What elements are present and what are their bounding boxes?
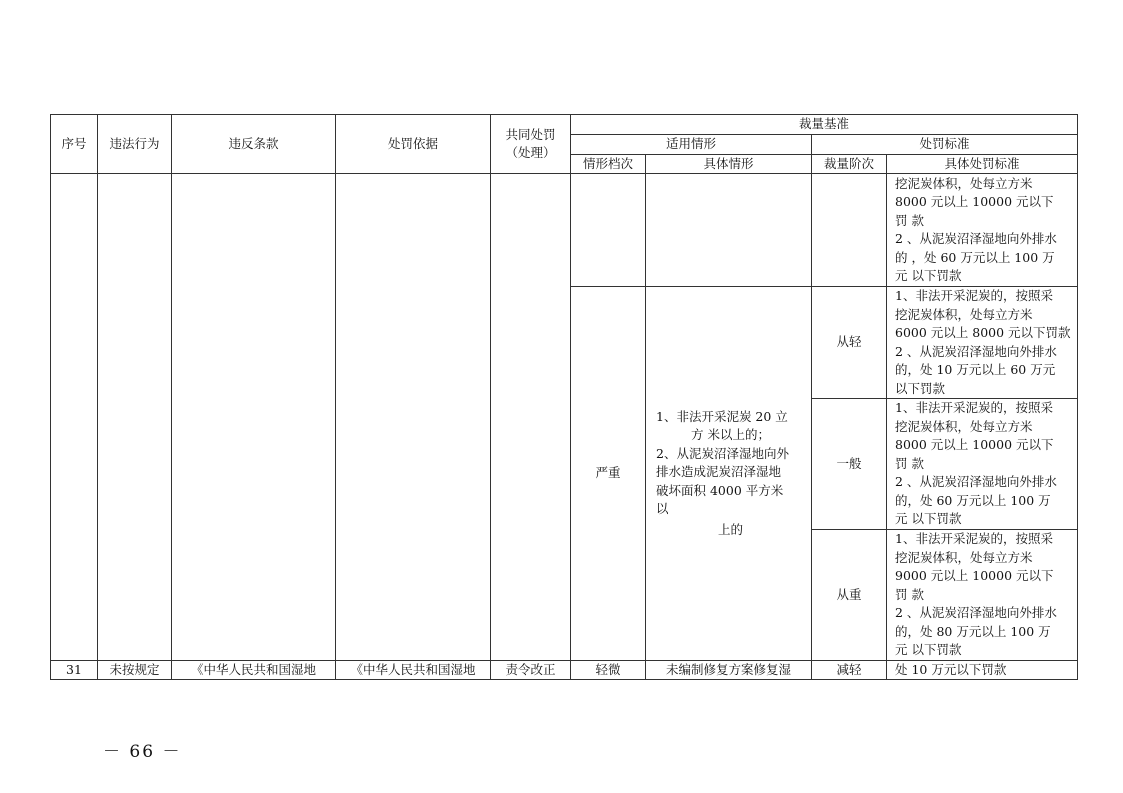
cell-no-31: 31 bbox=[51, 660, 98, 680]
cell-act-empty bbox=[98, 174, 172, 661]
header-clause: 违反条款 bbox=[172, 115, 336, 174]
table-row-31 bbox=[51, 660, 1078, 680]
header-act: 违法行为 bbox=[98, 115, 172, 174]
page-number: － 66 － bbox=[103, 742, 182, 762]
situation-line-2: 方 米以上的； bbox=[691, 427, 770, 442]
cell-stage-31: 减轻 bbox=[812, 660, 887, 680]
cell-standard-heavy: 1、非法开采泥炭的，按照采 挖泥炭体积，处每立方米 9000 元以上 10000 元以下 罚 款 2 、从泥炭沼泽湿地向外排水 的，处 80 万元以上 100 万 元 以下罚款 bbox=[887, 530, 1078, 661]
cell-joint-31: 责令改正 bbox=[491, 660, 571, 680]
header-joint bbox=[491, 115, 571, 174]
cell-act-31: 未按规定 bbox=[98, 660, 172, 680]
header-standard: 处罚标准 bbox=[812, 135, 1078, 155]
situation-line-3: 2、从泥炭沼泽湿地向外 bbox=[656, 445, 789, 461]
header-basis: 处罚依据 bbox=[336, 115, 491, 174]
cell-joint-empty bbox=[491, 174, 571, 661]
cell-basis-31: 《中华人民共和国湿地 bbox=[336, 660, 491, 680]
cell-basis-empty bbox=[336, 174, 491, 661]
situation-line-7: 上的 bbox=[717, 521, 743, 537]
cell-situation-31: 未编制修复方案修复湿 bbox=[646, 660, 812, 680]
cell-level-serious: 严重 bbox=[571, 287, 646, 661]
header-applicable: 适用情形 bbox=[571, 135, 812, 155]
cell-situation-empty bbox=[646, 174, 812, 287]
cell-standard-continued: 挖泥炭体积，处每立方米 8000 元以上 10000 元以下 罚 款 2 、从泥炭沼泽湿地向外排水 的 ，处 60 万元以上 100 万 元 以下罚款 bbox=[887, 174, 1078, 287]
cell-standard-light: 1、非法开采泥炭的，按照采 挖泥炭体积，处每立方米 6000 元以上 8000 元以下罚款 2 、从泥炭沼泽湿地向外排水 的，处 10 万元以上 60 万元 以下罚款 bbox=[887, 287, 1078, 399]
cell-stage-empty bbox=[812, 174, 887, 287]
table-row-continued bbox=[51, 174, 1078, 287]
cell-standard-31: 处 10 万元以下罚款 bbox=[887, 660, 1078, 680]
cell-level-31: 轻微 bbox=[571, 660, 646, 680]
header-discretion: 裁量基准 bbox=[571, 115, 1078, 135]
header-joint-line2: （处理） bbox=[505, 145, 556, 160]
situation-line-4: 排水造成泥炭沼泽湿地 bbox=[656, 464, 782, 479]
header-stage: 裁量阶次 bbox=[812, 154, 887, 174]
header-situation: 具体情形 bbox=[646, 154, 812, 174]
header-level: 情形档次 bbox=[571, 154, 646, 174]
cell-standard-normal: 1、非法开采泥炭的，按照采 挖泥炭体积，处每立方米 8000 元以上 10000 元以下 罚 款 2 、从泥炭沼泽湿地向外排水 的，处 60 万元以上 100 万 元 以下罚款 bbox=[887, 399, 1078, 530]
cell-level-empty bbox=[571, 174, 646, 287]
situation-line-6: 以 bbox=[656, 501, 669, 516]
cell-clause-empty bbox=[172, 174, 336, 661]
cell-no-empty bbox=[51, 174, 98, 661]
cell-situation-serious bbox=[646, 287, 812, 661]
cell-stage-light: 从轻 bbox=[812, 287, 887, 399]
cell-clause-31: 《中华人民共和国湿地 bbox=[172, 660, 336, 680]
header-detail: 具体处罚标准 bbox=[887, 154, 1078, 174]
situation-line-1: 1、非法开采泥炭 20 立 bbox=[656, 408, 788, 424]
header-row-1 bbox=[51, 115, 1078, 135]
situation-line-5: 破坏面积 4000 平方米 bbox=[656, 482, 784, 498]
cell-stage-normal: 一般 bbox=[812, 399, 887, 530]
header-no: 序号 bbox=[51, 115, 98, 174]
cell-stage-heavy: 从重 bbox=[812, 530, 887, 661]
discretion-standard-table bbox=[50, 114, 1078, 680]
header-joint-line1: 共同处罚 bbox=[505, 126, 556, 142]
